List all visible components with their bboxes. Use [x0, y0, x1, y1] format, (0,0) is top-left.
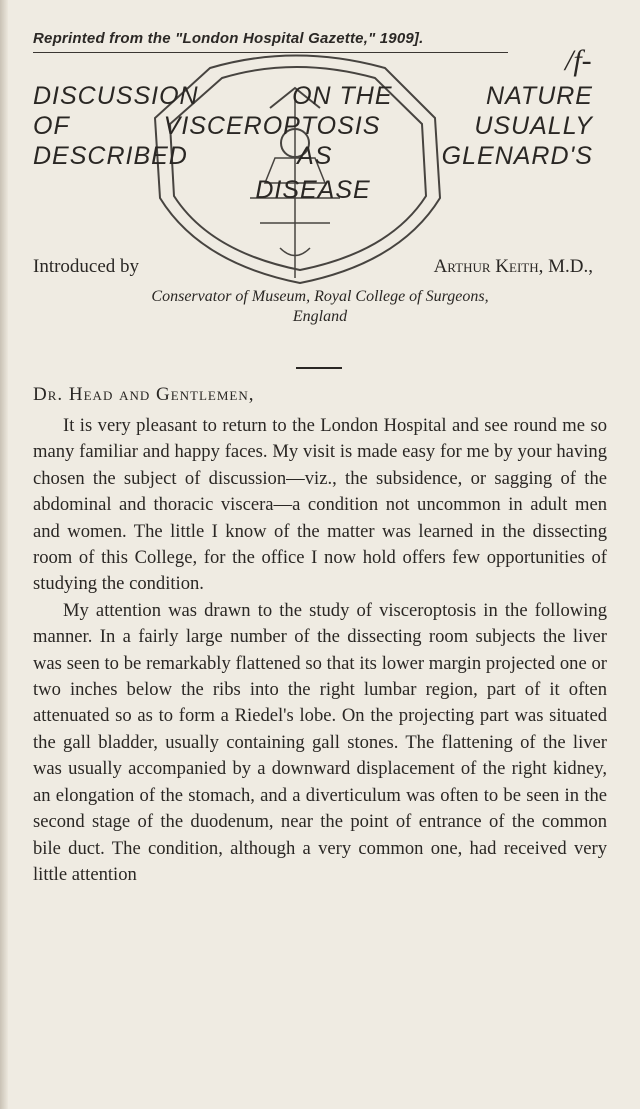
title-word: AS	[297, 142, 333, 170]
affiliation-line-2: England	[292, 308, 348, 325]
title-word: VISCEROPTOSIS	[163, 112, 381, 140]
title-word: NATURE	[486, 82, 593, 110]
paragraph: My attention was drawn to the study of visceroptosis in the following manner. In a fairly large number of the dissecting room subjects the liver was seen to be remarkably flattened so that its lower margin projected one or two inches below the ribs into the right lumbar region, part of it often attenuated so as to form a Riedel's lobe. On the projecting part was situated the gall bladder, usually containing gall stones. The flattening of the liver was usually accompanied by a downward displacement of the right kidney, an elongation of the stomach, and a diverticulum was often to be seen in the second stage of the duodenum, near the point of entrance of the common bile duct. The condition, although a very common one, had received very little attention	[33, 599, 607, 885]
byline	[33, 256, 593, 278]
title-word: DISCUSSION	[33, 82, 199, 110]
title-word: DISEASE	[255, 176, 371, 204]
title-line-4	[33, 176, 593, 205]
title-word: GLENARD'S	[441, 142, 593, 170]
handwritten-fee-mark: /f-	[565, 44, 592, 77]
page-spine-shadow	[0, 0, 8, 1109]
title-line-2	[33, 112, 593, 141]
body-text	[33, 413, 607, 888]
title-word: DESCRIBED	[33, 142, 188, 170]
title-word: OF	[33, 112, 70, 140]
reprint-note: Reprinted from the "London Hospital Gazette," 1909].	[33, 30, 424, 47]
title-word: USUALLY	[474, 112, 593, 140]
affiliation-line-1: Conservator of Museum, Royal College of Surgeons,	[151, 288, 489, 305]
byline-intro: Introduced by	[33, 256, 140, 277]
title-line-1	[33, 82, 593, 111]
author-name: Arthur Keith, M.D.,	[433, 256, 593, 277]
title-line-3	[33, 142, 593, 171]
salutation: Dr. Head and Gentlemen,	[33, 384, 255, 405]
section-divider	[296, 367, 342, 369]
title-word: ON THE	[292, 82, 393, 110]
paragraph: It is very pleasant to return to the London Hospital and see round me so many familiar and happy faces. My visit is made easy for me by your having chosen the subject of discussion—viz., the subsidence, or sagging of the abdominal and thoracic viscera—a condition not uncommon in adult men and women. The little I know of the matter was learned in the dissecting room of this College, for the office I now hold offers few opportunities of studying the condition.	[33, 415, 607, 595]
